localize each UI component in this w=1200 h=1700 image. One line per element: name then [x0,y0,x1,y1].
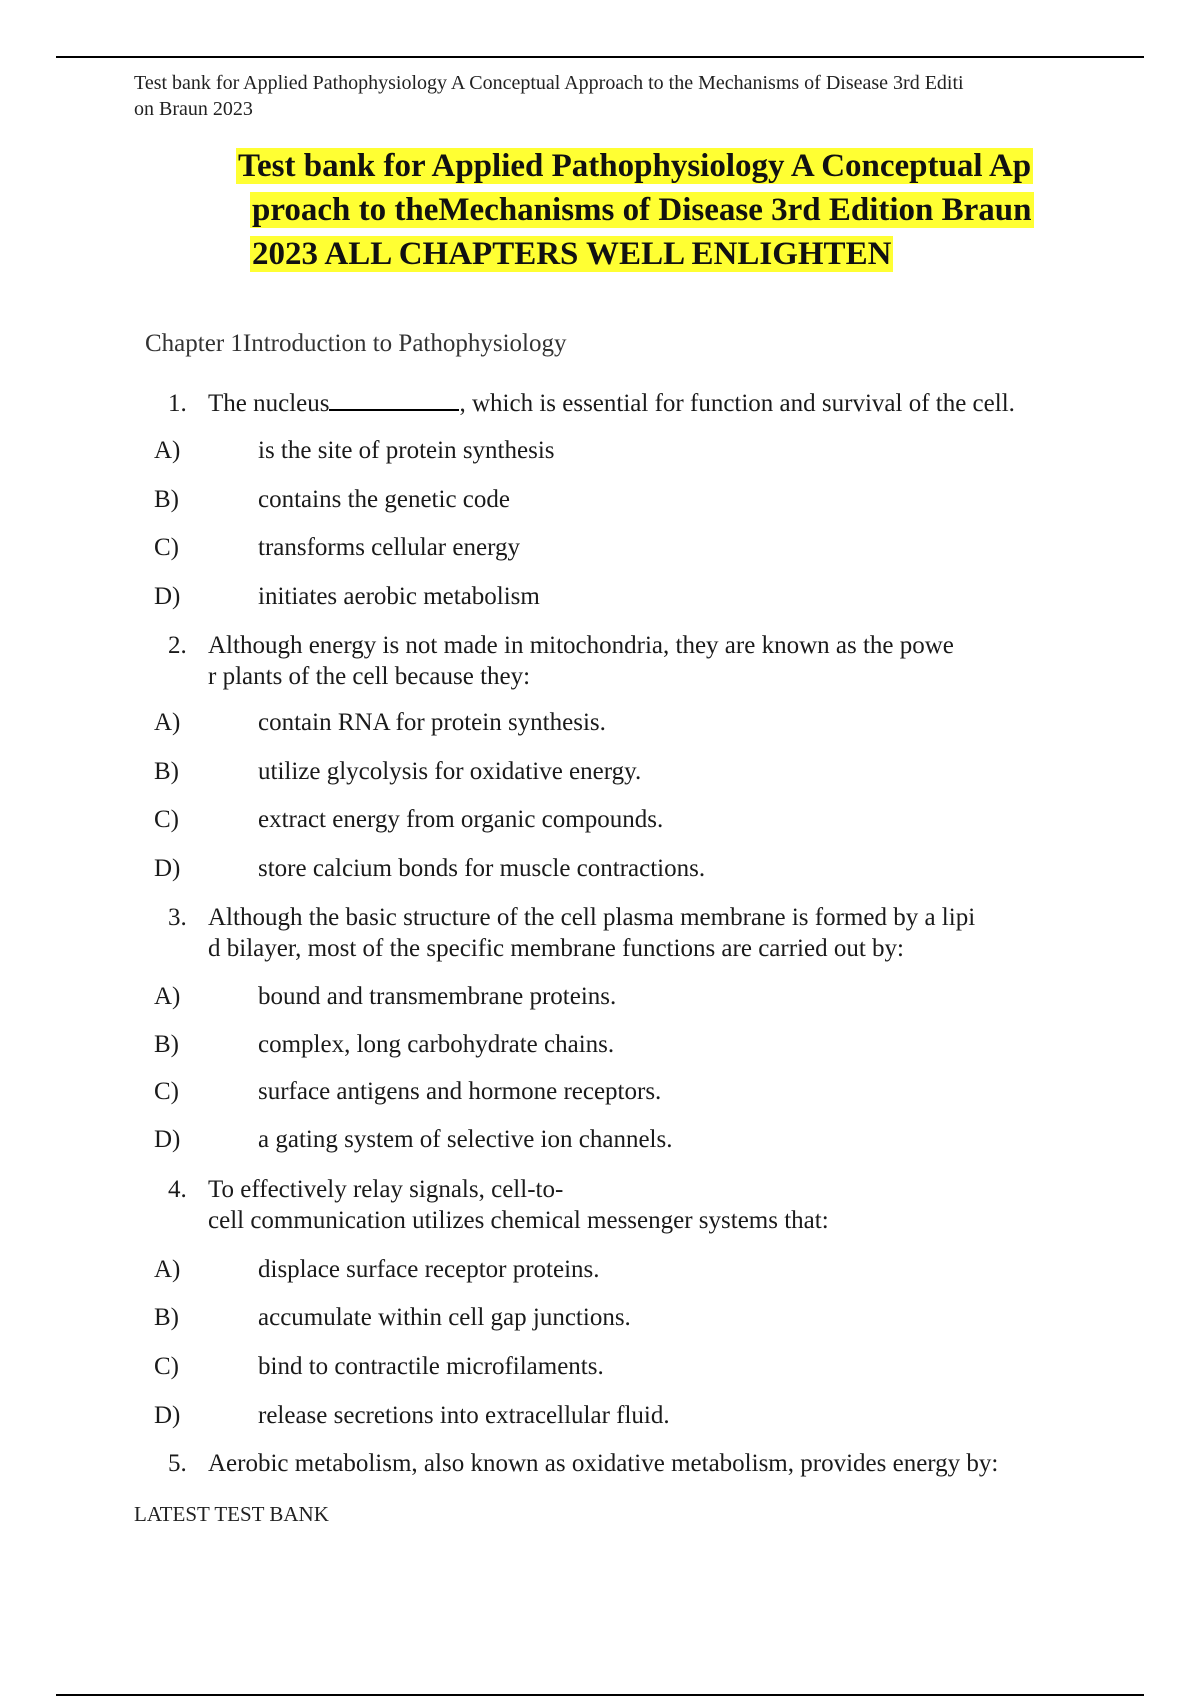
title-line-1: Test bank for Applied Pathophysiology A Conceptual Ap [238,148,1032,184]
question-text-line-2: cell communication utilizes chemical messenger systems that: [208,1207,829,1234]
bottom-rule [56,1694,1144,1696]
option-q2-a: A) contain RNA for protein synthesis. [154,709,606,736]
option-q1-a: A) is the site of protein synthesis [154,437,555,464]
question-2 [168,630,1068,692]
question-text-pre: The nucleus [208,390,330,417]
question-number: 2. [168,632,187,659]
title-line-2: proach to theMechanisms of Disease 3rd Edition Braun [252,192,1032,228]
option-q2-c: C) extract energy from organic compounds. [154,806,664,833]
question-text-line-1: Although the basic structure of the cell plasma membrane is formed by a lipi [208,904,976,931]
running-header [134,70,1094,122]
question-number: 3. [168,904,187,931]
option-q4-a: A) displace surface receptor proteins. [154,1256,600,1283]
document-title [236,144,1116,276]
option-q1-b: B) contains the genetic code [154,486,510,513]
option-q4-d: D) release secretions into extracellular fluid. [154,1402,670,1429]
question-4 [168,1174,1068,1236]
option-q1-c: C) transforms cellular energy [154,534,520,561]
running-header-line-2: on Braun 2023 [134,98,253,120]
question-number: 4. [168,1176,187,1203]
option-q3-d: D) a gating system of selective ion channels. [154,1126,673,1153]
running-header-line-1: Test bank for Applied Pathophysiology A Conceptual Approach to the Mechanisms of Disease 3rd Editi [134,72,964,94]
question-text-post: , which is essential for function and survival of the cell. [459,390,1015,417]
answer-blank [329,389,459,411]
question-text-line-1: Although energy is not made in mitochondria, they are known as the powe [208,632,954,659]
option-q1-d: D) initiates aerobic metabolism [154,583,540,610]
option-q4-b: B) accumulate within cell gap junctions. [154,1304,631,1331]
option-q2-d: D) store calcium bonds for muscle contractions. [154,855,706,882]
option-q3-c: C) surface antigens and hormone receptors. [154,1078,662,1105]
title-line-3: 2023 ALL CHAPTERS WELL ENLIGHTEN [252,236,892,272]
question-text-line-1: Aerobic metabolism, also known as oxidative metabolism, provides energy by: [208,1450,999,1477]
question-text-line-1: To effectively relay signals, cell-to- [208,1176,564,1203]
question-text-line-2: r plants of the cell because they: [208,663,531,690]
top-rule [56,56,1144,58]
option-q2-b: B) utilize glycolysis for oxidative energy. [154,758,642,785]
question-text-line-2: d bilayer, most of the specific membrane functions are carried out by: [208,935,904,962]
chapter-heading: Chapter 1Introduction to Pathophysiology [145,330,567,357]
option-q3-b: B) complex, long carbohydrate chains. [154,1031,615,1058]
question-number: 1. [168,390,187,417]
option-q4-c: C) bind to contractile microfilaments. [154,1353,604,1380]
question-number: 5. [168,1450,187,1477]
option-q3-a: A) bound and transmembrane proteins. [154,983,617,1010]
page-footer: LATEST TEST BANK [134,1502,329,1526]
question-5 [168,1448,1068,1479]
question-1 [168,388,1068,419]
question-3 [168,902,1068,964]
